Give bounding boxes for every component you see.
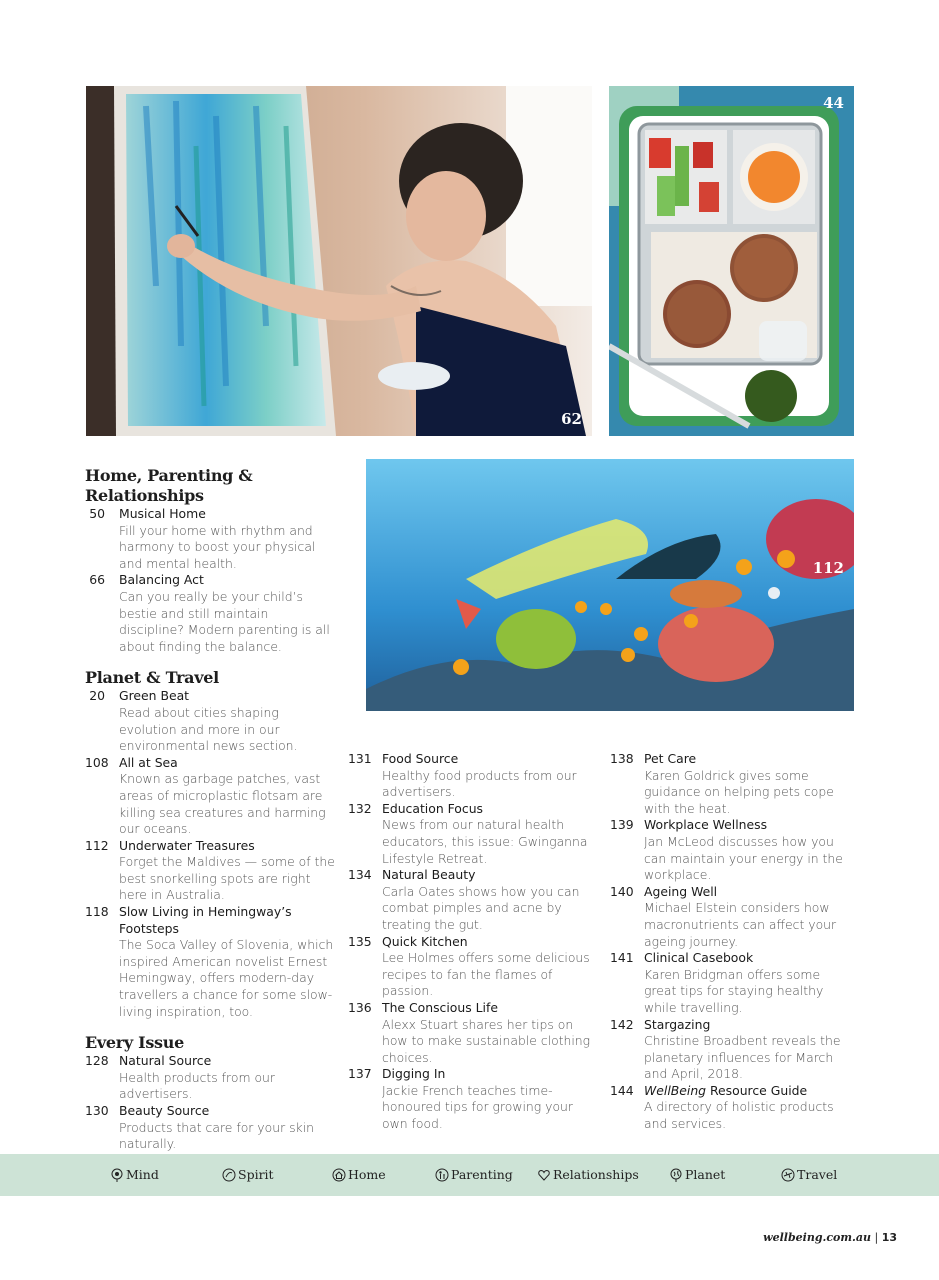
article-desc: Karen Bridgman offers some great tips for staying healthy while travelling. (644, 966, 824, 1015)
category-travel[interactable] (781, 1167, 837, 1182)
article-title-rest: Resource Guide (706, 1082, 808, 1098)
toc-entry[interactable] (85, 838, 337, 904)
article-desc: Karen Goldrick gives some guidance on helping pets cope with the heat. (644, 767, 834, 816)
article-title: All at Sea (119, 754, 178, 770)
category-home[interactable] (332, 1167, 386, 1182)
mind-icon (110, 1168, 124, 1182)
article-title: Beauty Source (119, 1103, 210, 1118)
toc-entry[interactable] (85, 904, 337, 1020)
page-number: 20 (89, 688, 105, 704)
page-number: 140 (610, 883, 634, 899)
article-title: Clinical Casebook (644, 950, 754, 966)
article-desc: Products that care for your skin naturally. (119, 1119, 315, 1152)
article-title: Balancing Act (119, 572, 204, 588)
category-parenting[interactable] (435, 1167, 513, 1182)
article-title: Food Source (382, 751, 459, 766)
article-title: Slow Living in Hemingway’s Footsteps (119, 904, 292, 936)
article-title: Ageing Well (644, 883, 718, 899)
article-desc: Healthy food products from our advertisers. (382, 767, 577, 800)
travel-icon (781, 1168, 795, 1182)
article-desc: Jan McLeod discusses how you can maintain your energy in the workplace. (644, 833, 843, 883)
article-desc: Christine Broadbent reveals the planetary influences for March and April, 2018. (644, 1033, 841, 1082)
toc-entry[interactable] (610, 817, 855, 883)
category-label: Spirit (238, 1167, 274, 1182)
painting-photo (86, 86, 592, 436)
spirit-icon (222, 1168, 236, 1182)
relationships-icon (537, 1168, 551, 1182)
toc-entry[interactable] (610, 751, 855, 817)
middle-column (348, 751, 593, 1133)
article-title: Underwater Treasures (119, 837, 255, 853)
category-label: Parenting (451, 1167, 513, 1182)
right-column (610, 751, 855, 1133)
article-title: Workplace Wellness (644, 817, 768, 833)
category-bar (0, 1154, 939, 1196)
article-desc: Carla Oates shows how you can combat pimples and acne by treating the gut. (382, 883, 580, 932)
article-desc: Lee Holmes offers some delicious recipes to fan the flames of passion. (382, 950, 590, 999)
article-title: Natural Source (119, 1053, 212, 1069)
page-number-badge: 62 (561, 410, 582, 428)
toc-entry[interactable] (610, 950, 855, 1016)
category-relationships[interactable] (537, 1167, 639, 1182)
article-desc: A directory of holistic products and services. (644, 1099, 834, 1132)
site-url: wellbeing.com.au (763, 1231, 871, 1244)
section-title: Home, Parenting & Relationships (85, 466, 253, 505)
article-title: Education Focus (382, 800, 484, 816)
page-number: 112 (85, 837, 109, 853)
category-label: Planet (685, 1167, 726, 1182)
category-label: Home (348, 1167, 386, 1182)
section-title: Every Issue (85, 1033, 184, 1053)
page-number: 108 (85, 754, 109, 770)
toc-entry[interactable] (85, 1103, 337, 1153)
page-number: 130 (85, 1103, 109, 1118)
category-mind[interactable] (110, 1167, 159, 1182)
toc-entry[interactable] (610, 884, 855, 950)
category-label: Travel (797, 1167, 838, 1182)
article-desc: The Soca Valley of Slovenia, which inspired American novelist Ernest Hemingway, offers modern-day travellers a chance for some slow-living inspiration, too. (119, 937, 334, 1019)
parenting-icon (435, 1168, 449, 1182)
page-number: 13 (881, 1231, 897, 1244)
toc-entry[interactable] (348, 867, 593, 933)
toc-entry[interactable] (85, 755, 337, 838)
reef-photo (366, 459, 854, 711)
article-desc: Read about cities shaping evolution and more in our environmental news section. (119, 704, 298, 754)
toc-entry[interactable] (348, 751, 593, 801)
left-column (85, 466, 337, 1153)
category-planet[interactable] (669, 1167, 725, 1182)
category-label: Mind (126, 1167, 159, 1182)
toc-entry[interactable] (85, 688, 337, 754)
toc-entry[interactable] (610, 1017, 855, 1083)
toc-entry[interactable] (610, 1083, 855, 1133)
article-title: The Conscious Life (382, 999, 498, 1015)
toc-entry[interactable] (348, 934, 593, 1000)
article-title: Quick Kitchen (382, 933, 468, 949)
article-title: Digging In (382, 1066, 446, 1082)
page-number: 50 (89, 506, 105, 521)
footer-separator: | (874, 1231, 879, 1244)
home-icon (332, 1168, 346, 1182)
page-number: 132 (348, 800, 372, 816)
page-number: 136 (348, 999, 372, 1015)
toc-entry[interactable] (348, 801, 593, 867)
article-desc: Can you really be your child’s bestie and still maintain discipline? Modern parenting is all about finding the balance. (119, 588, 330, 654)
toc-entry[interactable] (348, 1000, 593, 1066)
page-number-badge: 112 (812, 559, 844, 577)
section-title: Planet & Travel (85, 668, 219, 688)
article-title: Pet Care (644, 751, 697, 766)
article-desc: Known as garbage patches, vast areas of microplastic flotsam are killing sea creatures and harming our oceans. (119, 771, 326, 837)
article-desc: News from our natural health educators, this issue: Gwinganna Lifestyle Retreat. (382, 817, 588, 866)
article-desc: Health products from our advertisers. (119, 1069, 275, 1102)
article-title: Stargazing (644, 1016, 711, 1032)
lunchbox-photo (609, 86, 854, 436)
toc-entry[interactable] (85, 506, 337, 572)
page-number-badge: 44 (823, 94, 844, 112)
page-number: 138 (610, 751, 634, 766)
article-title (644, 1083, 855, 1100)
page-number: 142 (610, 1016, 634, 1032)
page-number: 128 (85, 1053, 109, 1069)
page-number: 134 (348, 867, 372, 883)
article-desc: Fill your home with rhythm and harmony to boost your physical and mental health. (119, 522, 316, 571)
planet-icon (669, 1168, 683, 1182)
article-title: Green Beat (119, 688, 190, 704)
article-desc: Jackie French teaches time-honoured tips for growing your own food. (382, 1082, 574, 1132)
toc-entry[interactable] (348, 1066, 593, 1132)
page-footer (763, 1231, 897, 1244)
article-title: Natural Beauty (382, 867, 476, 883)
page-number: 144 (610, 1082, 634, 1098)
page-number: 131 (348, 751, 372, 766)
article-desc: Alexx Stuart shares her tips on how to make sustainable clothing choices. (382, 1016, 591, 1065)
page-number: 137 (348, 1066, 372, 1082)
article-desc: Forget the Maldives — some of the best snorkelling spots are right here in Australia. (119, 854, 335, 903)
page-number: 135 (348, 933, 372, 949)
toc-entry[interactable] (85, 572, 337, 655)
category-label: Relationships (553, 1167, 639, 1182)
toc-entry[interactable] (85, 1053, 337, 1103)
page-number: 139 (610, 817, 634, 833)
category-spirit[interactable] (222, 1167, 274, 1182)
article-desc: Michael Elstein considers how macronutrients can affect your ageing journey. (644, 900, 837, 949)
page-number: 66 (89, 572, 105, 588)
page-number: 118 (85, 904, 109, 920)
brand-italic: WellBeing (644, 1082, 707, 1098)
page-number: 141 (610, 950, 634, 966)
article-title: Musical Home (119, 506, 206, 521)
